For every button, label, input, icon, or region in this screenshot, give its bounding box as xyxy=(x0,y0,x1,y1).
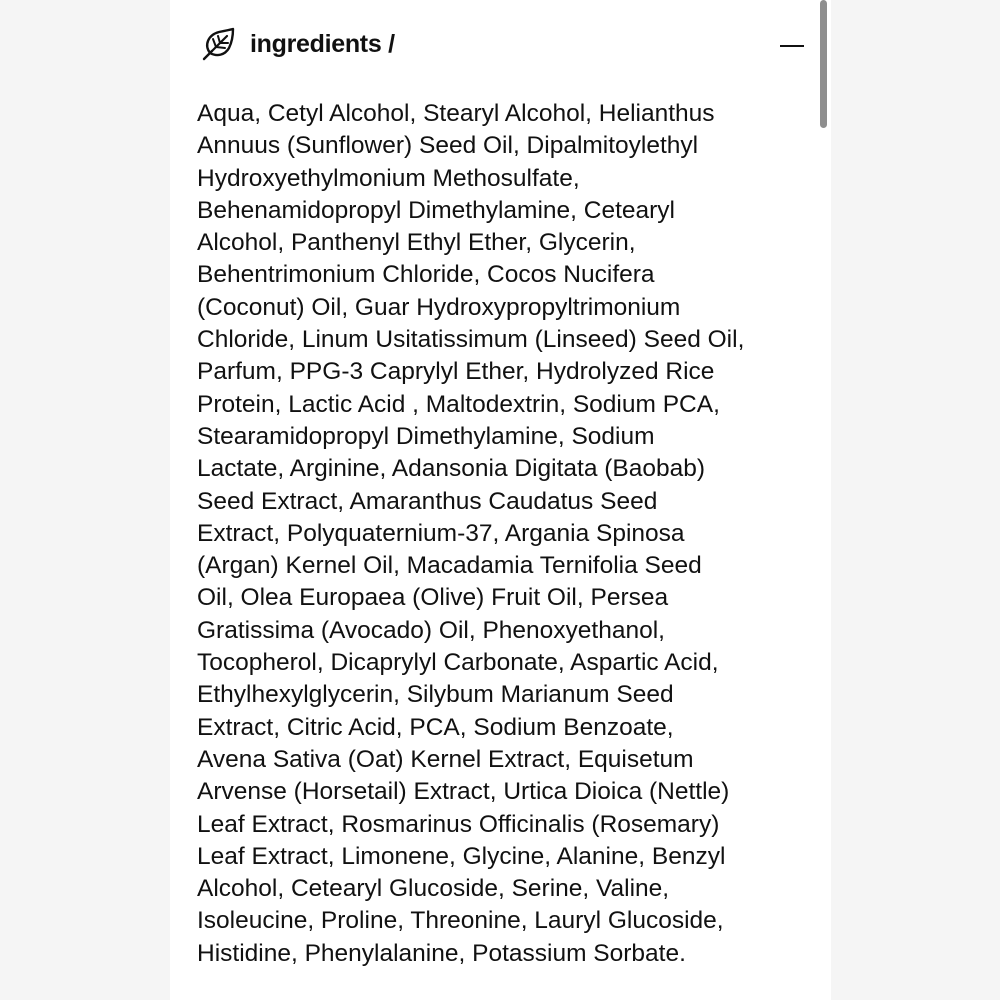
ingredients-list xyxy=(197,98,817,970)
ingredients-line: Leaf Extract, Rosmarinus Officinalis (Rosemary) xyxy=(197,810,720,838)
minus-icon xyxy=(780,45,804,47)
section-title: ingredients / xyxy=(250,30,395,58)
ingredients-line: Alcohol, Cetearyl Glucoside, Serine, Valine, xyxy=(197,875,670,903)
ingredients-line: Tocopherol, Dicaprylyl Carbonate, Aspartic Acid, xyxy=(197,649,719,677)
ingredients-line: Chloride, Linum Usitatissimum (Linseed) Seed Oil, xyxy=(197,326,745,354)
ingredients-line: Behentrimonium Chloride, Cocos Nucifera xyxy=(197,261,655,289)
ingredients-line: Seed Extract, Amaranthus Caudatus Seed xyxy=(197,487,658,515)
ingredients-line: (Coconut) Oil, Guar Hydroxypropyltrimonium xyxy=(197,293,681,321)
left-margin xyxy=(0,0,170,1000)
ingredients-line: Alcohol, Panthenyl Ethyl Ether, Glycerin, xyxy=(197,229,636,257)
ingredients-line: Arvense (Horsetail) Extract, Urtica Dioica (Nettle) xyxy=(197,778,730,806)
ingredients-line: Leaf Extract, Limonene, Glycine, Alanine, Benzyl xyxy=(197,842,726,870)
scrollbar-thumb[interactable] xyxy=(820,0,827,128)
ingredients-line: Hydroxyethylmonium Methosulfate, xyxy=(197,164,580,192)
ingredients-panel xyxy=(170,0,831,1000)
ingredients-line: (Argan) Kernel Oil, Macadamia Ternifolia Seed xyxy=(197,552,702,580)
ingredients-line: Lactate, Arginine, Adansonia Digitata (Baobab) xyxy=(197,455,706,483)
ingredients-line: Protein, Lactic Acid , Maltodextrin, Sodium PCA, xyxy=(197,390,720,418)
right-margin xyxy=(831,0,1000,1000)
ingredients-line: Parfum, PPG-3 Caprylyl Ether, Hydrolyzed Rice xyxy=(197,358,715,386)
collapse-button[interactable] xyxy=(776,30,808,62)
ingredients-line: Avena Sativa (Oat) Kernel Extract, Equisetum xyxy=(197,745,694,773)
ingredients-line: Aqua, Cetyl Alcohol, Stearyl Alcohol, Helianthus xyxy=(197,100,715,127)
accordion-header[interactable] xyxy=(198,24,808,68)
ingredients-line: Ethylhexylglycerin, Silybum Marianum Seed xyxy=(197,681,674,709)
leaf-icon xyxy=(200,26,236,62)
ingredients-line: Extract, Citric Acid, PCA, Sodium Benzoate, xyxy=(197,713,674,741)
ingredients-line: Extract, Polyquaternium-37, Argania Spinosa xyxy=(197,519,685,547)
ingredients-line: Annuus (Sunflower) Seed Oil, Dipalmitoylethyl xyxy=(197,132,699,160)
ingredients-line: Behenamidopropyl Dimethylamine, Cetearyl xyxy=(197,196,675,224)
ingredients-line: Isoleucine, Proline, Threonine, Lauryl Glucoside, xyxy=(197,907,724,935)
ingredients-line: Gratissima (Avocado) Oil, Phenoxyethanol, xyxy=(197,616,665,644)
ingredients-line: Histidine, Phenylalanine, Potassium Sorbate. xyxy=(197,939,686,967)
ingredients-line: Oil, Olea Europaea (Olive) Fruit Oil, Persea xyxy=(197,584,669,612)
ingredients-line: Stearamidopropyl Dimethylamine, Sodium xyxy=(197,422,655,450)
